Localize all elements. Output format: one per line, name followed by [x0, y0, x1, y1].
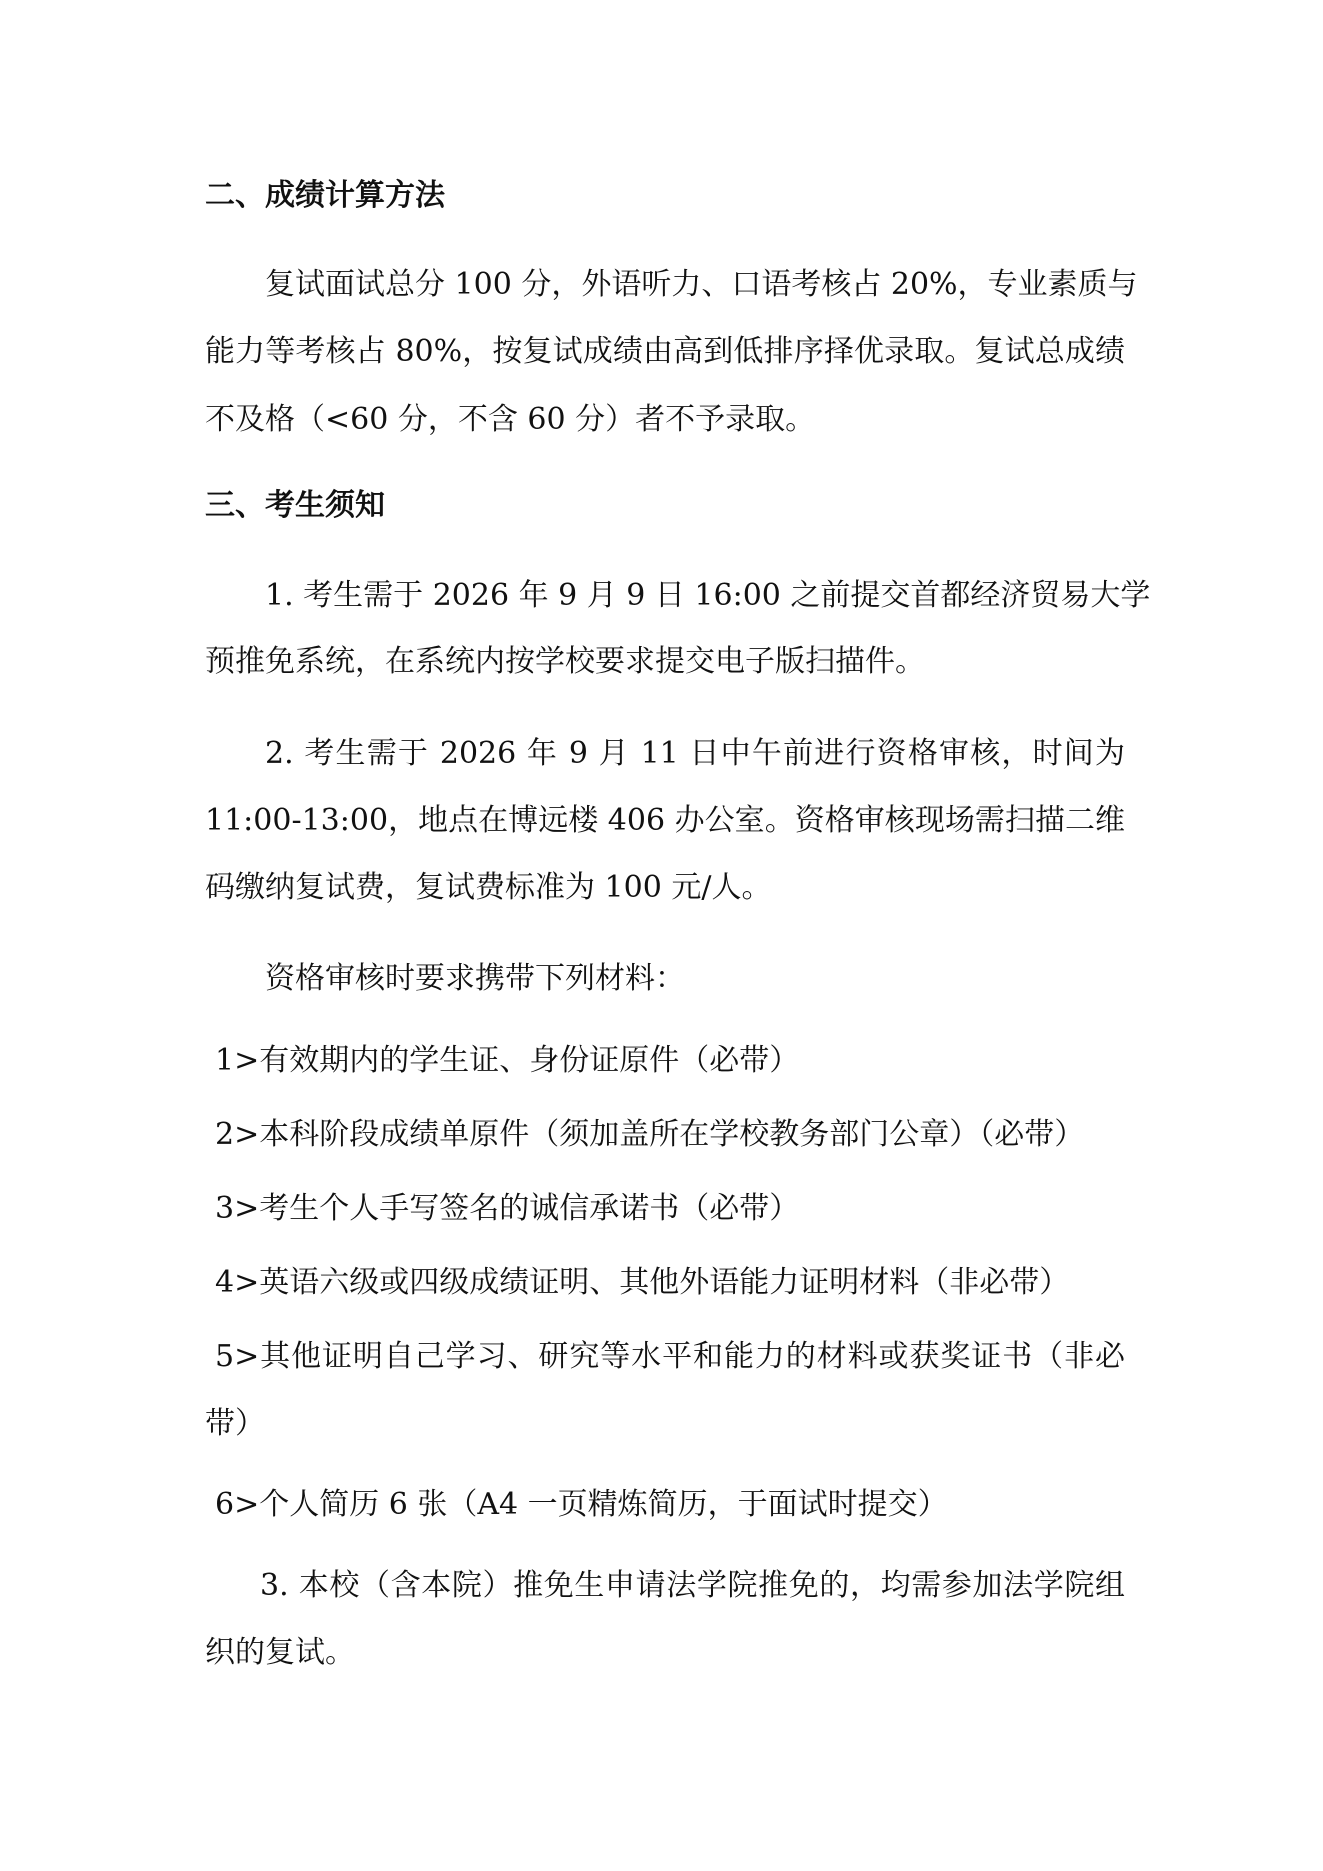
notice-item-1-line: 1. 考生需于 2026 年 9 月 9 日 16:00 之前提交首都经济贸易大学: [265, 578, 1151, 613]
section-heading-score-method: 二、成绩计算方法: [205, 178, 445, 213]
material-item: 5>其他证明自己学习、研究等水平和能力的材料或获奖证书（非必: [215, 1339, 1125, 1374]
notice-item-3-line: 3. 本校（含本院）推免生申请法学院推免的，均需参加法学院组: [260, 1568, 1125, 1603]
materials-intro: 资格审核时要求携带下列材料：: [265, 961, 685, 996]
material-item: 6>个人简历 6 张（A4 一页精炼简历，于面试时提交）: [215, 1487, 948, 1522]
section-heading-candidate-notice: 三、考生须知: [205, 488, 385, 523]
paragraph-line: 复试面试总分 100 分，外语听力、口语考核占 20%，专业素质与: [265, 267, 1138, 302]
material-item: 4>英语六级或四级成绩证明、其他外语能力证明材料（非必带）: [215, 1265, 1070, 1300]
paragraph-line: 能力等考核占 80%，按复试成绩由高到低排序择优录取。复试总成绩: [205, 334, 1125, 369]
material-item: 1>有效期内的学生证、身份证原件（必带）: [215, 1043, 800, 1078]
material-item: 2>本科阶段成绩单原件（须加盖所在学校教务部门公章）（必带）: [215, 1117, 1085, 1152]
notice-item-2-line: 11:00-13:00，地点在博远楼 406 办公室。资格审核现场需扫描二维: [205, 803, 1125, 838]
paragraph-line: 不及格（<60 分，不含 60 分）者不予录取。: [205, 402, 816, 437]
notice-item-2-line: 2. 考生需于 2026 年 9 月 11 日中午前进行资格审核，时间为: [265, 736, 1125, 771]
notice-item-2-line: 码缴纳复试费，复试费标准为 100 元/人。: [205, 870, 772, 905]
material-item-continuation: 带）: [205, 1406, 265, 1441]
notice-item-3-line: 织的复试。: [205, 1635, 355, 1670]
notice-item-1-line: 预推免系统，在系统内按学校要求提交电子版扫描件。: [205, 644, 925, 679]
material-item: 3>考生个人手写签名的诚信承诺书（必带）: [215, 1191, 800, 1226]
